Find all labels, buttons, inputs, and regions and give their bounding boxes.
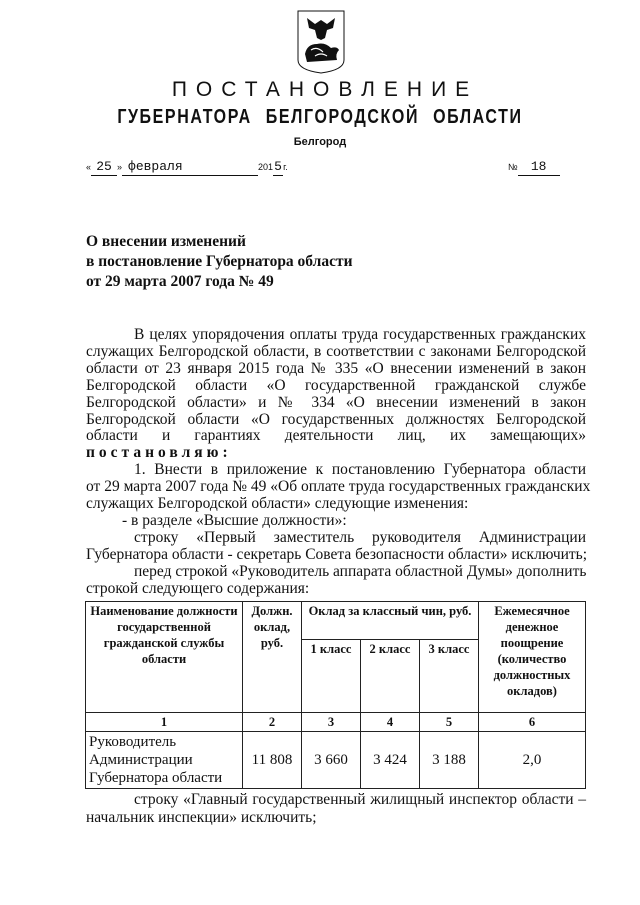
coat-of-arms-emblem — [297, 10, 345, 74]
col-header-class-rank: Оклад за классный чин, руб. — [302, 601, 479, 639]
col-header-class-3: 3 класс — [419, 639, 478, 712]
col-number: 3 — [302, 712, 361, 731]
text-line: строкой следующего содержания: — [86, 579, 310, 597]
text-line: области от 23 января 2015 года № 335 «О внесении изменений в закон — [86, 359, 586, 377]
text-line: Белгородской области «О государственной гражданской службе — [86, 376, 586, 394]
document-number: 18 — [518, 159, 560, 176]
text-line: области и гарантиях деятельности лиц, их замещающих» — [86, 427, 586, 445]
cell-bonus: 2,0 — [479, 731, 586, 788]
cell-salary: 11 808 — [243, 731, 302, 788]
document-type: ПОСТАНОВЛЕНИЕ — [171, 78, 479, 101]
col-header-name: Наименование должности государственной гражданской службы области — [86, 601, 243, 712]
quote-open: « — [86, 162, 92, 172]
table-number-row — [86, 712, 586, 731]
text-line: служащих Белгородской области» следующие изменения: — [86, 495, 469, 513]
text-line: служащих Белгородской области, в соответствии с законами Белгородской — [86, 342, 586, 360]
text-line: начальник инспекции» исключить; — [86, 808, 317, 826]
quote-close: » — [117, 162, 123, 172]
city: Белгород — [293, 136, 347, 148]
year-prefix: 201 — [258, 162, 274, 172]
month: февраля — [122, 159, 258, 176]
col-number: 2 — [243, 712, 302, 731]
col-header-salary: Должн. оклад, руб. — [243, 601, 302, 712]
year-g: г. — [283, 162, 288, 172]
text-line: Губернатора области - секретарь Совета безопасности области» исключить; — [86, 545, 588, 563]
resolve-word: постановляю: — [86, 444, 232, 462]
number-label: № — [508, 162, 518, 172]
day: 25 — [91, 159, 117, 176]
text-line: Белгородской области» и № 334 «О внесении изменений в закон — [86, 393, 586, 411]
cell-class-2: 3 424 — [360, 731, 419, 788]
cell-class-3: 3 188 — [419, 731, 478, 788]
col-header-class-2: 2 класс — [360, 639, 419, 712]
title-line: от 29 марта 2007 года № 49 — [86, 273, 274, 290]
cell-position: Руководитель Администрации Губернатора области — [86, 731, 243, 788]
table-row — [86, 731, 586, 788]
text-line: 1. Внести в приложение к постановлению Губернатора области — [134, 461, 586, 479]
text-line: Белгородской области «О государственных должностях Белгородской — [86, 410, 586, 428]
date-line — [86, 158, 288, 176]
text-line: - в разделе «Высшие должности»: — [122, 511, 347, 529]
table-header-row — [86, 601, 586, 639]
after-table-text — [86, 791, 586, 827]
col-header-class-1: 1 класс — [302, 639, 361, 712]
title-line: в постановление Губернатора области — [86, 253, 353, 270]
cell-class-1: 3 660 — [302, 731, 361, 788]
year-suffix: 5 — [274, 159, 282, 174]
issuer: ГУБЕРНАТОРА БЕЛГОРОДСКОЙ ОБЛАСТИ — [117, 106, 523, 128]
text-line: от 29 марта 2007 года № 49 «Об оплате труда государственных гражданских — [86, 478, 591, 496]
col-number: 4 — [360, 712, 419, 731]
text-line: строку «Первый заместитель руководителя Администрации — [134, 528, 586, 546]
content-flow — [86, 326, 591, 827]
document-title — [86, 232, 353, 292]
col-number: 1 — [86, 712, 243, 731]
col-number: 5 — [419, 712, 478, 731]
number-line — [508, 158, 560, 176]
title-line: О внесении изменений — [86, 233, 246, 250]
positions-table — [85, 601, 586, 789]
col-header-bonus: Ежемесячное денежное поощрение (количество должностных окладов) — [479, 601, 586, 712]
text-line: В целях упорядочения оплаты труда государственных гражданских — [134, 326, 586, 343]
col-number: 6 — [479, 712, 586, 731]
text-line: перед строкой «Руководитель аппарата областной Думы» дополнить — [134, 562, 587, 580]
text-line: строку «Главный государственный жилищный инспектор области – — [134, 790, 586, 808]
body-text — [86, 326, 591, 598]
